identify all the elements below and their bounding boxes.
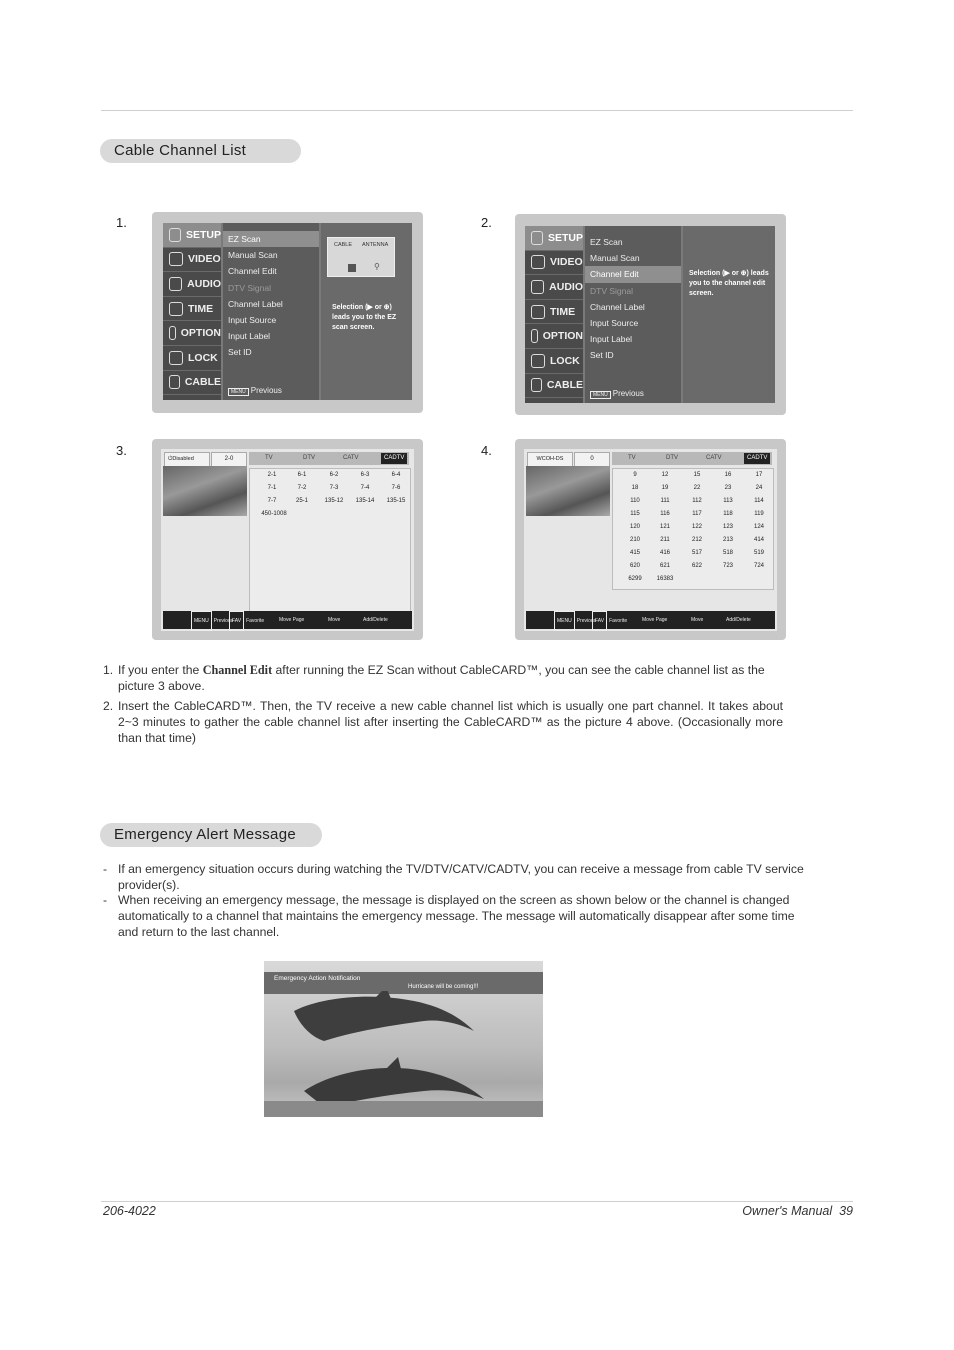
channel-grid	[249, 468, 411, 618]
ez-scan-panel	[321, 223, 412, 400]
status-previous[interactable]: MENU Previous	[554, 611, 596, 631]
bullet-1: - If an emergency situation occurs during watching the TV/DTV/CATV/CADTV, you can receive a message from cable TV service provider(s).	[103, 862, 804, 892]
menu-item-audio[interactable]: AUDIO	[525, 275, 583, 300]
channel-cell[interactable]: 117	[692, 511, 702, 517]
channel-edit-selection-hint: Selection (▶ or ⊕) leads you to the channel edit screen.	[689, 270, 769, 297]
channel-cell[interactable]: 111	[660, 498, 670, 504]
channel-cell[interactable]: 120	[629, 524, 640, 530]
menu-item-cable[interactable]: CABLE	[163, 371, 221, 396]
channel-cell[interactable]: 519	[753, 550, 764, 556]
emergency-alert-screen	[264, 961, 543, 1117]
channel-cell[interactable]: 112	[692, 498, 702, 504]
channel-cell[interactable]: 6-2	[329, 472, 339, 478]
status-favorite[interactable]: FAV Favorite	[592, 611, 627, 631]
video-icon	[531, 255, 545, 269]
clock-icon	[531, 305, 545, 319]
figure-number-4: 4.	[481, 443, 492, 458]
channel-cell[interactable]: 135-12	[324, 498, 344, 504]
channel-cell[interactable]: 110	[630, 498, 640, 504]
channel-cell[interactable]: 116	[660, 511, 670, 517]
channel-cell[interactable]: 19	[661, 485, 669, 491]
figure-number-2: 2.	[481, 215, 492, 230]
menu-item-video[interactable]: VIDEO	[525, 251, 583, 276]
lock-icon	[169, 351, 183, 365]
setup-menu-screen-1	[152, 212, 423, 413]
ez-tab-cable[interactable]: CABLE	[334, 242, 353, 248]
cable-icon	[531, 378, 542, 392]
channel-cell[interactable]: 135-15	[386, 498, 406, 504]
channel-cell[interactable]: 518	[722, 550, 733, 556]
channel-cell[interactable]: 16	[724, 472, 732, 478]
tab-catv[interactable]: CATV	[343, 455, 359, 461]
ez-tab-antenna[interactable]: ANTENNA	[362, 242, 389, 248]
channel-cell[interactable]: 7-6	[391, 485, 401, 491]
submenu	[223, 223, 319, 400]
channel-cell[interactable]: 414	[753, 537, 764, 543]
channel-cell[interactable]: 211	[660, 537, 670, 543]
submenu-item-dtv-signal: DTV Signal	[590, 285, 633, 296]
channel-cell[interactable]: 23	[724, 485, 732, 491]
status-move[interactable]: Move	[691, 617, 704, 623]
channel-cell[interactable]: 118	[723, 511, 733, 517]
channel-cell[interactable]: 135-14	[355, 498, 375, 504]
setup-icon	[169, 228, 181, 242]
channel-cell[interactable]: 6-4	[391, 472, 401, 478]
channel-cell[interactable]: 18	[631, 485, 639, 491]
channel-cell[interactable]: 416	[659, 550, 670, 556]
channel-cell[interactable]: 450-1008	[261, 511, 287, 517]
figure-number-3: 3.	[116, 443, 127, 458]
channel-cell[interactable]: 213	[722, 537, 733, 543]
menu-item-time[interactable]: TIME	[525, 300, 583, 325]
main-menu	[525, 226, 583, 403]
channel-cell[interactable]: 114	[754, 498, 764, 504]
ez-scan-source-box	[327, 237, 395, 277]
submenu-item-channel-edit[interactable]: Channel Edit	[585, 266, 681, 282]
current-channel: 2-0	[211, 452, 247, 467]
setup-icon	[531, 231, 543, 245]
channel-cell[interactable]: 621	[659, 563, 670, 569]
lock-icon	[531, 354, 545, 368]
clock-icon	[169, 302, 183, 316]
channel-cell[interactable]: 620	[629, 563, 640, 569]
option-icon	[531, 329, 538, 343]
channel-cell[interactable]: 7-3	[329, 485, 339, 491]
status-favorite[interactable]: FAV Favorite	[229, 611, 264, 631]
channel-cell[interactable]: 415	[629, 550, 640, 556]
channel-grid	[612, 468, 774, 590]
channel-cell[interactable]: 622	[691, 563, 702, 569]
status-bar	[526, 611, 775, 629]
submenu-item-ez-scan[interactable]: EZ Scan	[223, 231, 319, 247]
ez-scan-selection-hint: Selection (▶ or ⊕) leads you to the EZ scan screen.	[332, 304, 397, 331]
cable-plug-icon	[348, 264, 356, 272]
note-2: 2. Insert the CableCARD™. Then, the TV receive a new cable channel list which is usually one part channel. It takes about 2~3 minutes to gather the cable channel list after inserting the CableCARD™ as the picture 4 above. (Occasionally more than that time)	[103, 699, 783, 745]
menu-item-time[interactable]: TIME	[163, 297, 221, 322]
channel-cell[interactable]: 124	[753, 524, 764, 530]
footer-page-label: Owner's Manual 39	[742, 1204, 853, 1218]
menu-item-lock[interactable]: LOCK	[525, 349, 583, 374]
channel-cell[interactable]: 121	[659, 524, 670, 530]
preview-image	[163, 466, 247, 516]
status-previous[interactable]: MENU Previous	[191, 611, 233, 631]
channel-name-box: WCOH-DS	[527, 452, 573, 467]
submenu-item-input-source[interactable]: Input Source	[228, 314, 277, 325]
setup-menu-screen-2	[515, 214, 786, 415]
menu-item-audio[interactable]: AUDIO	[163, 272, 221, 297]
channel-cell[interactable]: 123	[722, 524, 733, 530]
channel-cell[interactable]: 12	[661, 472, 669, 478]
channel-cell[interactable]: 25-1	[295, 498, 308, 504]
cable-icon	[169, 375, 180, 389]
menu-item-setup[interactable]: SETUP	[525, 226, 583, 251]
video-icon	[169, 252, 183, 266]
submenu-item-input-label[interactable]: Input Label	[590, 334, 633, 345]
status-move-page[interactable]: Move Page	[279, 617, 305, 623]
submenu-item-dtv-signal: DTV Signal	[228, 282, 271, 293]
dolphins-image	[264, 991, 543, 1117]
channel-cell[interactable]: 7-4	[360, 485, 370, 491]
footer-divider	[101, 1201, 853, 1202]
tab-catv[interactable]: CATV	[706, 455, 722, 461]
tab-tv[interactable]: TV	[265, 455, 273, 461]
submenu-item-channel-label[interactable]: Channel Label	[590, 301, 645, 312]
submenu-item-input-source[interactable]: Input Source	[590, 317, 639, 328]
alert-message: Hurricane will be coming!!!	[408, 984, 479, 990]
menu-item-video[interactable]: VIDEO	[163, 248, 221, 273]
band-tabs	[249, 452, 409, 465]
channel-name-box: ⏻Disabled	[164, 452, 210, 467]
menu-item-option[interactable]: OPTION	[163, 321, 221, 346]
previous-hint[interactable]: MENU Previous	[590, 389, 644, 399]
preview-image	[526, 466, 610, 516]
power-icon: ⏻	[168, 456, 173, 462]
tab-dtv[interactable]: DTV	[666, 455, 678, 461]
submenu-item-set-id[interactable]: Set ID	[590, 350, 614, 361]
channel-cell[interactable]: 7-2	[297, 485, 307, 491]
channel-cell[interactable]: 119	[754, 511, 764, 517]
tab-cadtv[interactable]: CADTV	[381, 453, 407, 464]
channel-cell[interactable]: 113	[723, 498, 733, 504]
channel-cell[interactable]: 517	[691, 550, 702, 556]
channel-cell[interactable]: 24	[755, 485, 763, 491]
submenu-item-set-id[interactable]: Set ID	[228, 347, 252, 358]
figure-number-1: 1.	[116, 215, 127, 230]
section-title-cable-channel-list: Cable Channel List	[100, 139, 301, 163]
section-title-emergency-alert: Emergency Alert Message	[100, 823, 322, 847]
status-add-delete[interactable]: Add/Delete	[726, 617, 751, 623]
current-channel: 0	[574, 452, 610, 467]
channel-edit-panel	[683, 226, 775, 403]
footer-doc-number: 206-4022	[103, 1204, 156, 1218]
channel-list-screen-3	[152, 439, 423, 640]
band-tabs	[612, 452, 772, 465]
channel-cell[interactable]: 15	[693, 472, 701, 478]
channel-cell[interactable]: 723	[722, 563, 733, 569]
menu-item-cable[interactable]: CABLE	[525, 374, 583, 399]
channel-list-screen-4	[515, 439, 786, 640]
channel-cell[interactable]: 6-3	[360, 472, 370, 478]
channel-cell[interactable]: 6-1	[297, 472, 307, 478]
channel-cell[interactable]: 122	[691, 524, 702, 530]
channel-cell[interactable]: 212	[691, 537, 702, 543]
top-divider	[101, 110, 853, 111]
menu-item-option[interactable]: OPTION	[525, 324, 583, 349]
tab-dtv[interactable]: DTV	[303, 455, 315, 461]
audio-icon	[169, 277, 182, 291]
submenu-item-ez-scan[interactable]: EZ Scan	[590, 237, 623, 247]
submenu-item-manual-scan[interactable]: Manual Scan	[590, 253, 640, 264]
channel-cell[interactable]: 7-1	[267, 485, 277, 491]
audio-icon	[531, 280, 544, 294]
menu-item-lock[interactable]: LOCK	[163, 346, 221, 371]
channel-cell[interactable]: 115	[630, 511, 640, 517]
channel-cell[interactable]: 6299	[628, 576, 642, 582]
menu-item-setup[interactable]: SETUP	[163, 223, 221, 248]
tab-cadtv[interactable]: CADTV	[744, 453, 770, 464]
channel-cell[interactable]: 17	[755, 472, 763, 478]
channel-cell[interactable]: 724	[753, 563, 764, 569]
channel-cell[interactable]: 2-1	[267, 472, 277, 478]
submenu-item-input-label[interactable]: Input Label	[228, 331, 271, 342]
previous-hint[interactable]: MENU Previous	[228, 386, 282, 396]
option-icon	[169, 326, 176, 340]
tab-tv[interactable]: TV	[628, 455, 636, 461]
status-move-page[interactable]: Move Page	[642, 617, 668, 623]
bullet-2: - When receiving an emergency message, the message is displayed on the screen as shown below or the channel is changed automatically to a channel that maintains the emergency message. The message will automatically disappear after some time and return to the last channel.	[103, 893, 795, 939]
channel-cell[interactable]: 22	[693, 485, 701, 491]
status-move[interactable]: Move	[328, 617, 341, 623]
main-menu	[163, 223, 221, 400]
status-add-delete[interactable]: Add/Delete	[363, 617, 388, 623]
channel-cell[interactable]: 9	[633, 472, 637, 478]
submenu-item-manual-scan[interactable]: Manual Scan	[228, 250, 278, 261]
status-bar	[163, 611, 412, 629]
note-1: 1. If you enter the Channel Edit after running the EZ Scan without CableCARD™, you can see the cable channel list as the picture 3 above.	[103, 663, 765, 693]
channel-cell[interactable]: 210	[629, 537, 640, 543]
alert-title: Emergency Action Notification	[274, 975, 361, 982]
channel-cell[interactable]: 7-7	[267, 498, 277, 504]
channel-cell[interactable]: 16383	[656, 576, 674, 582]
antenna-icon: ⚲	[374, 262, 380, 271]
submenu-item-channel-edit[interactable]: Channel Edit	[228, 266, 277, 277]
submenu	[585, 226, 681, 403]
submenu-item-channel-label[interactable]: Channel Label	[228, 298, 283, 309]
